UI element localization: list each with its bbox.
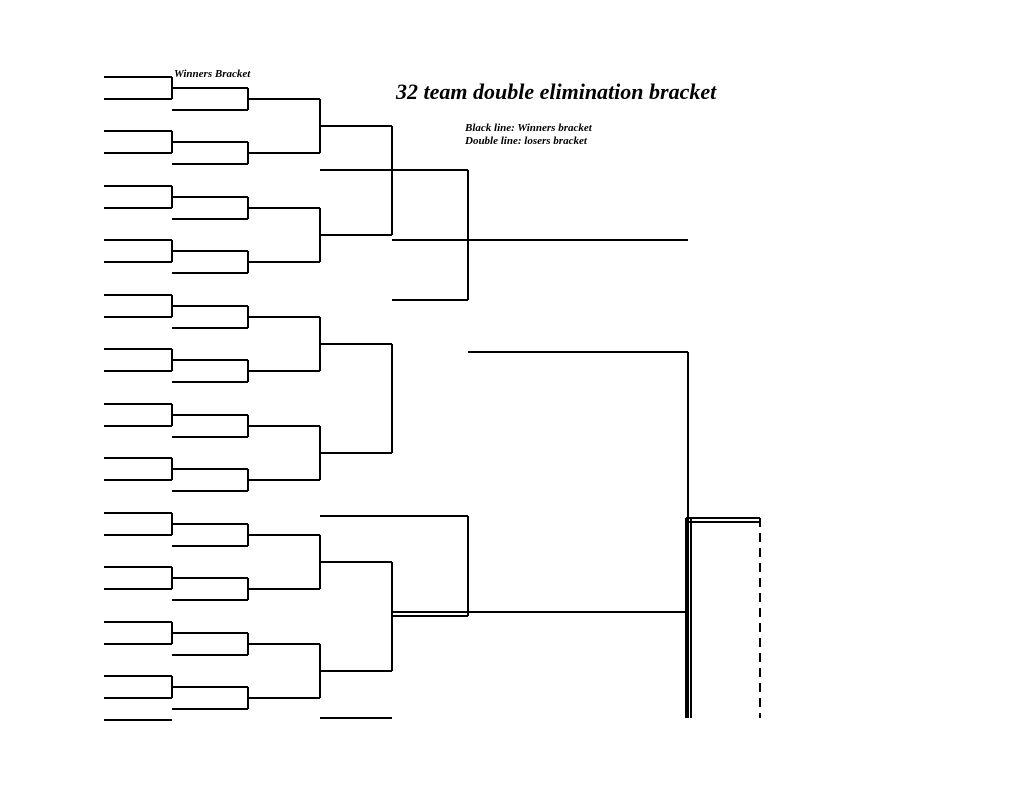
round5-lines <box>392 170 468 616</box>
legend-losers-line: Double line: losers bracket <box>465 135 587 147</box>
round3-lines <box>248 99 320 698</box>
winners-bracket-label: Winners Bracket <box>174 68 251 80</box>
round2-lines <box>172 88 248 709</box>
legend-winners-line: Black line: Winners bracket <box>465 122 592 134</box>
round1-slots-lower <box>104 513 172 720</box>
round1-slots-upper <box>104 77 172 480</box>
round4-lines <box>320 126 392 718</box>
winners-final <box>468 240 688 718</box>
losers-bracket-double-line <box>686 518 760 718</box>
losers-final-dashed-connector <box>686 518 760 718</box>
page-title: 32 team double elimination bracket <box>396 79 717 104</box>
legend <box>465 122 592 148</box>
